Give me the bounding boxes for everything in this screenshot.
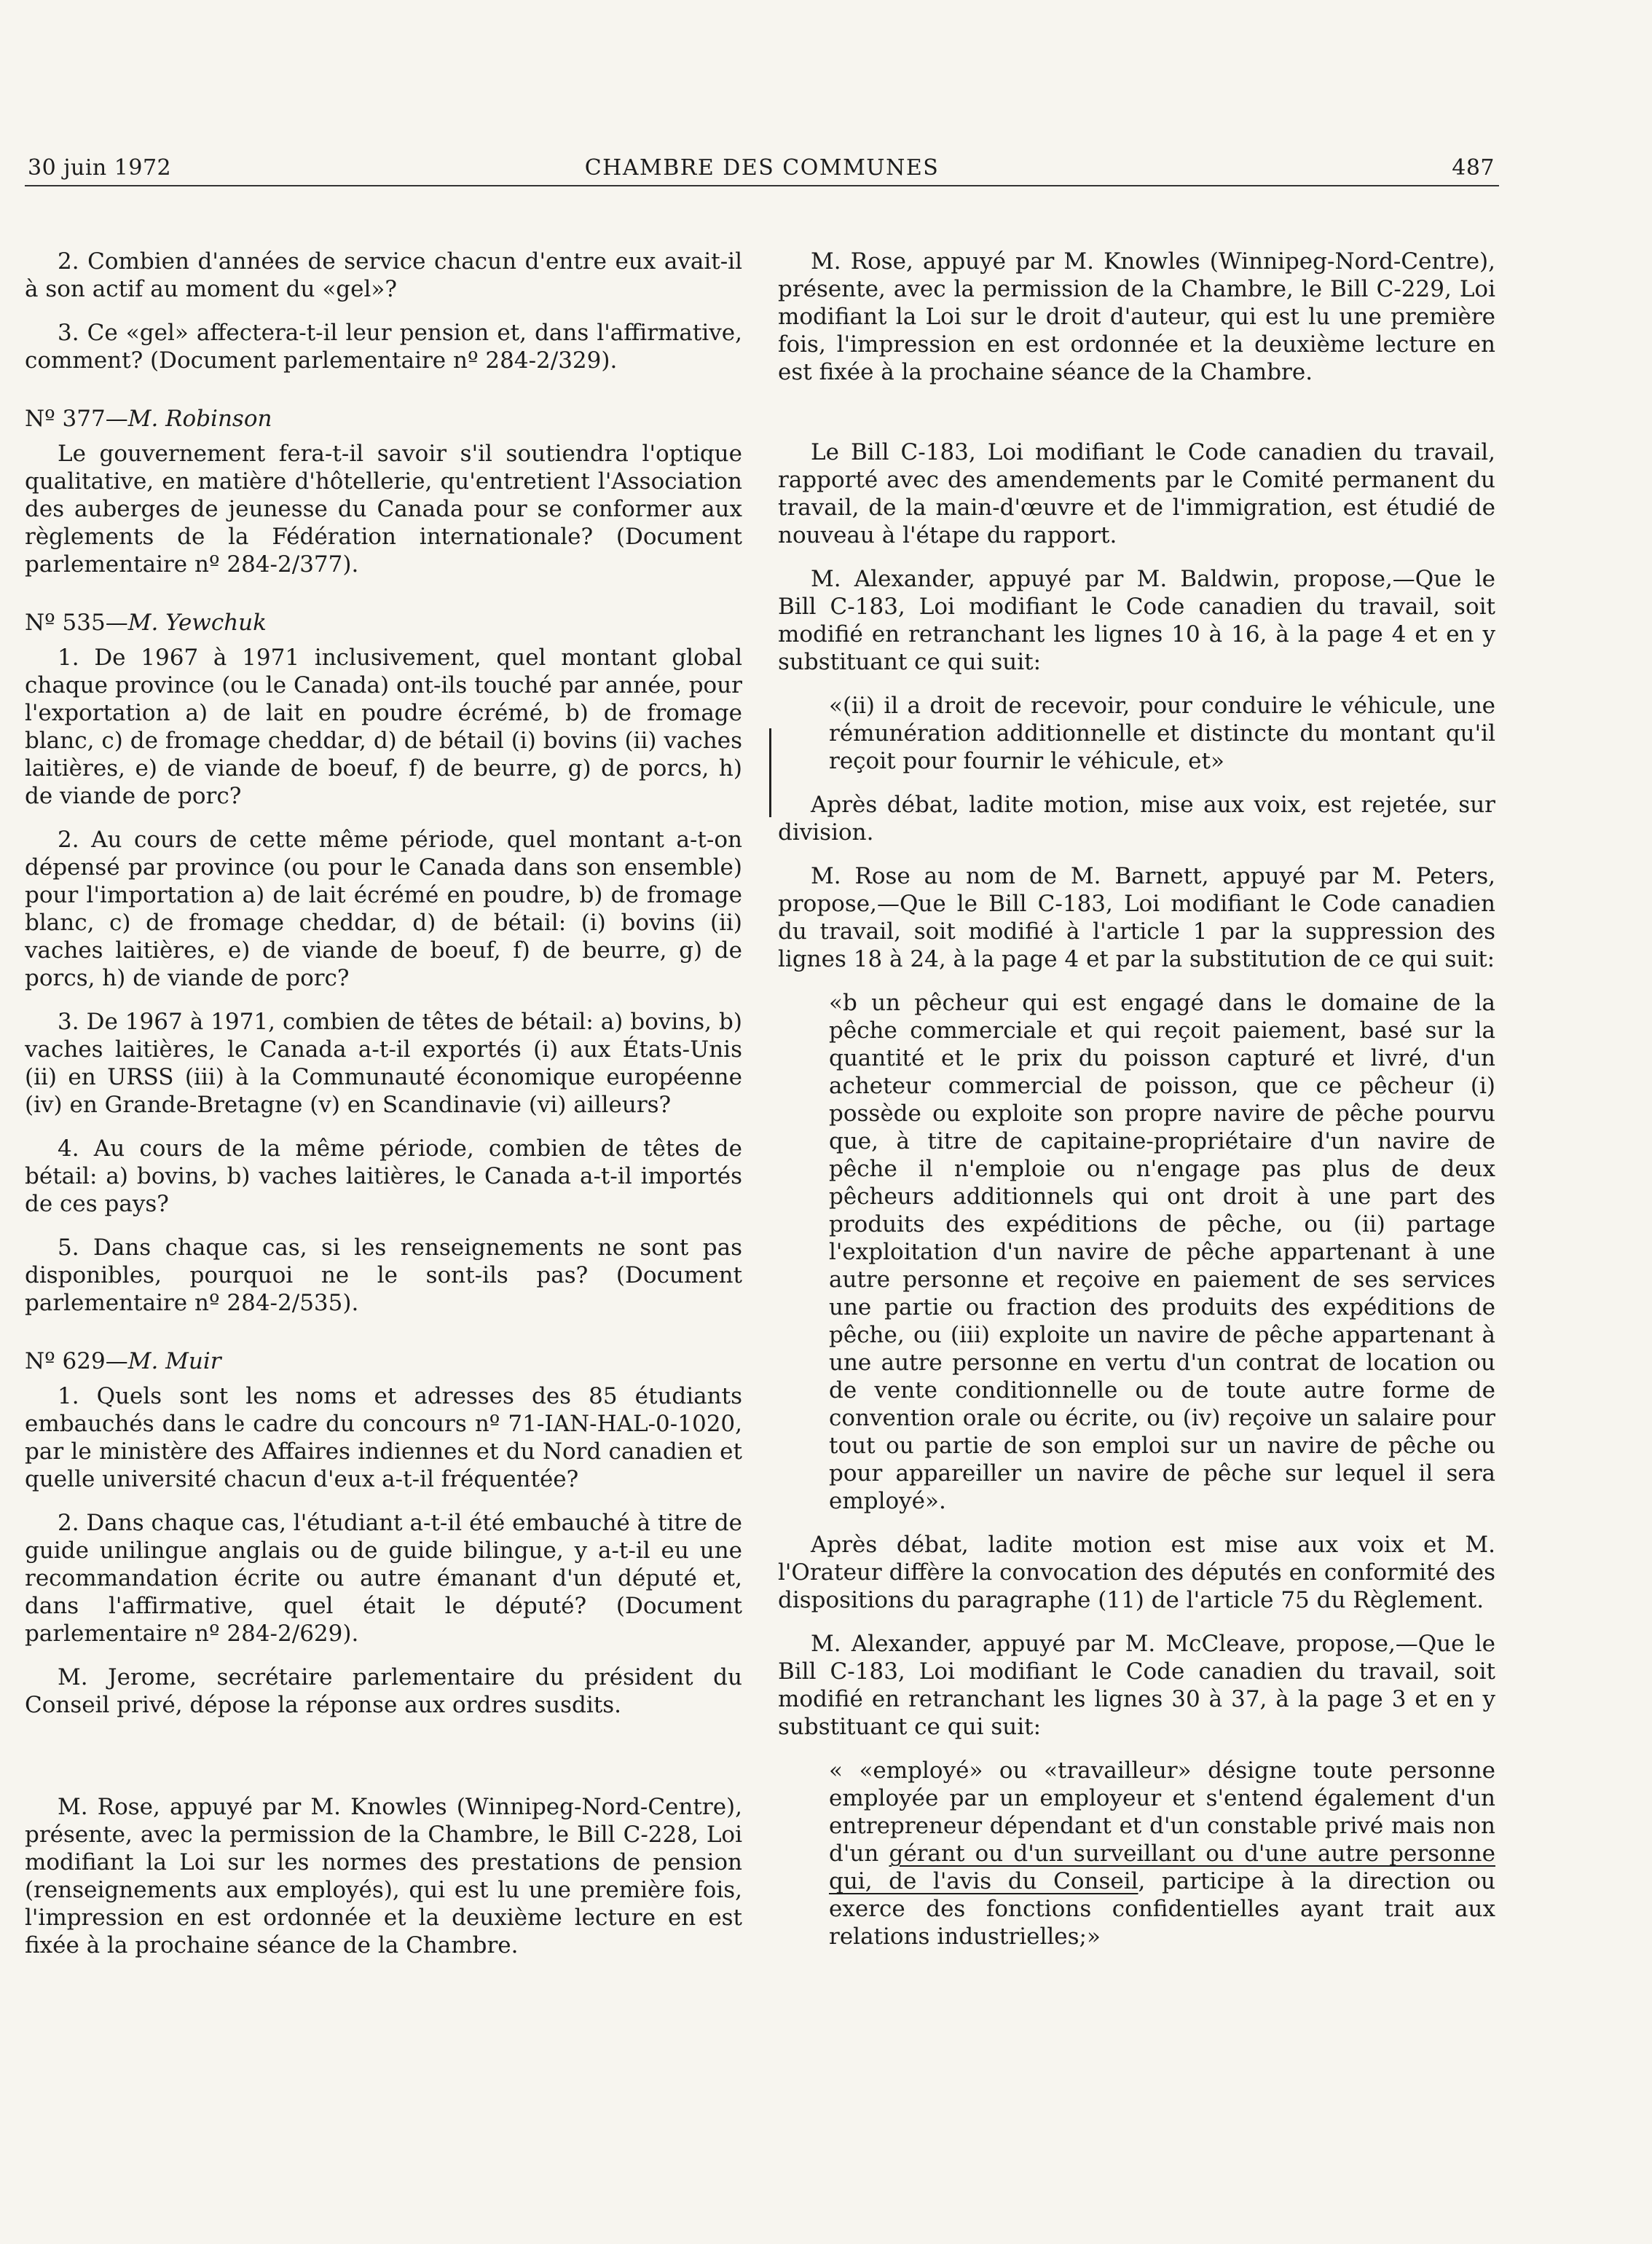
- bill-c183-intro: Le Bill C-183, Loi modifiant le Code canadien du travail, rapporté avec des amendements par le Comité permanent du travail, de la main-d'œuvre et de l'immigration, est étudié de nouveau à l'étape du rapport.: [778, 439, 1495, 548]
- question-535-part-1: 1. De 1967 à 1971 inclusivement, quel montant global chaque province (ou le Canada) ont-ils touché par année, pour l'exportation a) de lait en poudre écrémé, b) de fromage blanc, c) de fromage cheddar, d) de bétail (i) bovins (ii) vaches laitières, e) de viande de boeuf, f) de beurre, g) de porcs, h) de viande de porc?: [25, 645, 742, 809]
- member-name: M. Muir: [127, 1348, 221, 1374]
- question-number: Nº 535—: [25, 610, 128, 636]
- quote-text: « «employé» ou «travailleur» désigne toute personne employée par un employeur et s'entend également d'un entrepreneur dépendant et d'un constable privé mais non d'un: [829, 1757, 1495, 1867]
- header-date: 30 juin 1972: [28, 155, 172, 181]
- question-329-part-3: 3. Ce «gel» affectera-t-il leur pension et, dans l'affirmative, comment? (Document parlementaire nº 284-2/329).: [25, 320, 742, 374]
- section-gap: [25, 1735, 742, 1793]
- section-gap: [778, 402, 1495, 438]
- question-629-part-1: 1. Quels sont les noms et adresses des 85 étudiants embauchés dans le cadre du concours nº 71-IAN-HAL-0-1020, par le ministère des Affaires indiennes et du Nord canadien et quelle université chacun d'eux a-t-il fréquentée?: [25, 1383, 742, 1492]
- bill-c229-paragraph: M. Rose, appuyé par M. Knowles (Winnipeg-Nord-Centre), présente, avec la permission de la Chambre, le Bill C-229, Loi modifiant la Loi sur le droit d'auteur, qui est lu une première fois, l'impression en est ordonnée et la deuxième lecture en est fixée à la prochaine séance de la Chambre.: [778, 248, 1495, 385]
- revision-bar: [769, 728, 771, 817]
- question-535-part-2: 2. Au cours de cette même période, quel montant a-t-on dépensé par province (ou pour le Canada dans son ensemble) pour l'importation a) de lait écrémé en poudre, b) de fromage blanc, c) de fromage cheddar, d) de bétail: (i) bovins (ii) vaches laitières, e) de viande de boeuf, f) de beurre, g) de porcs, h) de viande de porc?: [25, 827, 742, 991]
- page-number: 487: [1452, 155, 1495, 181]
- amendment-quote-2: «b un pêcheur qui est engagé dans le domaine de la pêche commerciale et qui reçoit paiement, basé sur la quantité et le prix du poisson capturé et livré, d'un acheteur commercial de poisson, que ce pêcheur (i) possède ou exploite son propre navire de pêche pourvu que, à titre de capitaine-propriétaire d'un navire de pêche il n'emploie ou n'engage pas plus de deux pêcheurs additionnels qui ont droit à une part des produits des expéditions de pêche, ou (ii) partage l'exploitation d'un navire de pêche appartenant à une autre personne et reçoive en paiement de ses services une partie ou fraction des produits des expéditions de pêche, ou (iii) exploite un navire de pêche appartenant à une autre personne en vertu d'un contrat de location ou de vente conditionnelle ou de toute autre forme de convention orale ou écrite, ou (iv) reçoive un salaire pour tout ou partie de son emploi sur un navire de pêche ou pour appareiller un navire de pêche sur lequel il sera employé».: [829, 990, 1495, 1514]
- question-535-part-4: 4. Au cours de la même période, combien de têtes de bétail: a) bovins, b) vaches laitières, le Canada a-t-il importés de ces pays?: [25, 1135, 742, 1217]
- member-name: M. Robinson: [127, 406, 272, 432]
- alexander-motion-1: M. Alexander, appuyé par M. Baldwin, propose,—Que le Bill C-183, Loi modifiant le Code canadien du travail, soit modifié en retranchant les lignes 10 à 16, à la page 4 et en y substituant ce qui suit:: [778, 566, 1495, 675]
- question-number: Nº 377—: [25, 406, 128, 432]
- question-377-text: Le gouvernement fera-t-il savoir s'il soutiendra l'optique qualitative, en matière d'hôtellerie, qu'entretient l'Association des auberges de jeunesse du Canada pour se conformer aux règlements de la Fédération internationale? (Document parlementaire nº 284-2/377).: [25, 441, 742, 578]
- quote-text: , participe à la direction ou exerce des fonctions confidentielles ayant trait aux relations industrielles;»: [829, 1868, 1495, 1950]
- right-column: [778, 248, 1495, 1967]
- rose-barnett-motion: M. Rose au nom de M. Barnett, appuyé par M. Peters, propose,—Que le Bill C-183, Loi modifiant le Code canadien du travail, soit modifié à l'article 1 par la suppression des lignes 18 à 24, à la page 4 et par la substitution de ce qui suit:: [778, 863, 1495, 972]
- question-329-part-2: 2. Combien d'années de service chacun d'entre eux avait-il à son actif au moment du «gel»?: [25, 248, 742, 302]
- bill-c228-paragraph: M. Rose, appuyé par M. Knowles (Winnipeg-Nord-Centre), présente, avec la permission de la Chambre, le Bill C-228, Loi modifiant la Loi sur les normes des prestations de pension (renseignements aux employés), qui est lu une première fois, l'impression en est ordonnée et la deuxième lecture en est fixée à la prochaine séance de la Chambre.: [25, 1794, 742, 1958]
- question-629-heading: [25, 1347, 742, 1375]
- alexander-motion-2: M. Alexander, appuyé par M. McCleave, propose,—Que le Bill C-183, Loi modifiant le Code canadien du travail, soit modifié en retranchant les lignes 30 à 37, à la page 3 et en y substituant ce qui suit:: [778, 1631, 1495, 1740]
- page-header: [25, 153, 1499, 186]
- header-title: CHAMBRE DES COMMUNES: [584, 155, 940, 181]
- underlined-text: gérant ou d'un surveillant ou d'une autre personne qui, de l'avis du Conseil: [829, 1841, 1495, 1894]
- question-629-part-2: 2. Dans chaque cas, l'étudiant a-t-il été embauché à titre de guide unilingue anglais ou de guide bilingue, y a-t-il eu une recommandation écrite ou autre émanant d'un député et, dans l'affirmative, quel était le député? (Document parlementaire nº 284-2/629).: [25, 1510, 743, 1647]
- question-535-part-5: 5. Dans chaque cas, si les renseignements ne sont pas disponibles, pourquoi ne le sont-ils pas? (Document parlementaire nº 284-2/535).: [25, 1235, 742, 1316]
- jerome-response: M. Jerome, secrétaire parlementaire du président du Conseil privé, dépose la réponse aux ordres susdits.: [25, 1664, 742, 1718]
- amendment-quote-1: «(ii) il a droit de recevoir, pour conduire le véhicule, une rémunération additionnelle et distincte du montant qu'il reçoit pour fournir le véhicule, et»: [829, 693, 1495, 774]
- amendment-quote-3: [829, 1757, 1495, 1950]
- question-number: Nº 629—: [25, 1348, 128, 1374]
- member-name: M. Yewchuk: [127, 610, 267, 636]
- question-377-heading: [25, 405, 742, 433]
- left-column: [25, 248, 742, 1975]
- motion-2-result: Après débat, ladite motion est mise aux voix et M. l'Orateur diffère la convocation des députés en conformité des dispositions du paragraphe (11) de l'article 75 du Règlement.: [778, 1532, 1495, 1613]
- question-535-part-3: 3. De 1967 à 1971, combien de têtes de bétail: a) bovins, b) vaches laitières, le Canada a-t-il exportés (i) aux États-Unis (ii) en URSS (iii) à la Communauté économique européenne (iv) en Grande-Bretagne (v) en Scandinavie (vi) ailleurs?: [25, 1009, 742, 1118]
- motion-1-result: Après débat, ladite motion, mise aux voix, est rejetée, sur division.: [778, 792, 1495, 846]
- question-535-heading: [25, 609, 742, 637]
